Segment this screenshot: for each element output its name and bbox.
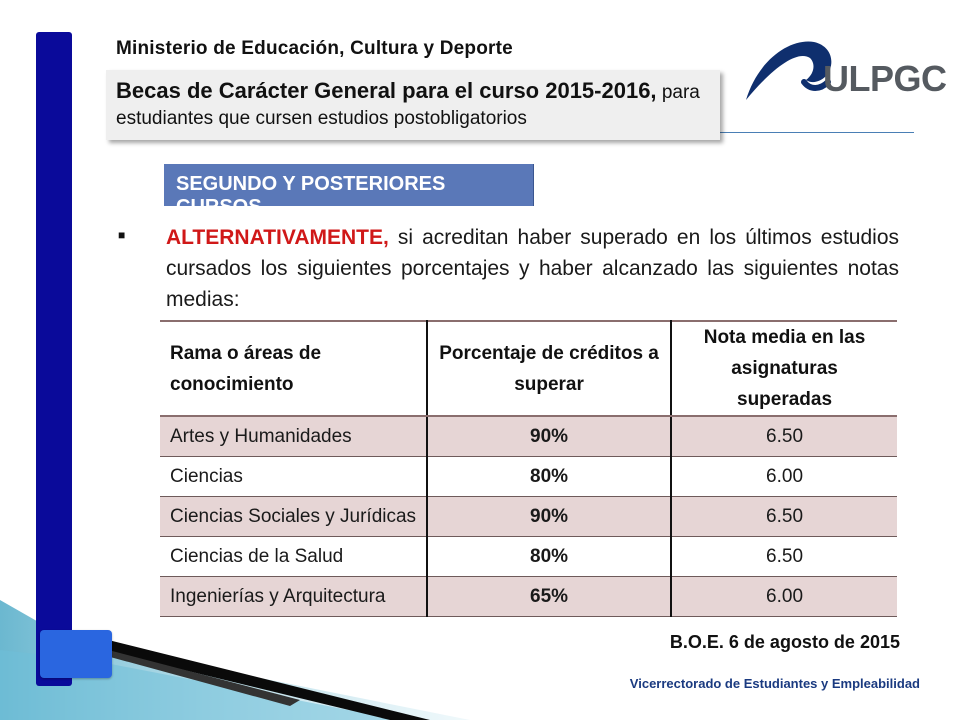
ministry-heading: Ministerio de Educación, Cultura y Deporte xyxy=(116,38,513,59)
cell-rama: Artes y Humanidades xyxy=(160,416,427,457)
slide-title: Becas de Carácter General para el curso 2015-2016, xyxy=(116,78,657,103)
table-row xyxy=(160,416,897,457)
cell-nota: 6.50 xyxy=(671,537,897,577)
paragraph-text: si acreditan haber superado en los últimos estudios cursados los siguientes porcentajes y haber alcanzado las siguientes notas medias: xyxy=(166,226,899,311)
body-paragraph xyxy=(166,222,899,315)
cell-nota: 6.50 xyxy=(671,497,897,537)
sidebar-accent-bar xyxy=(36,32,72,686)
cell-rama: Ciencias de la Salud xyxy=(160,537,427,577)
cell-nota: 6.00 xyxy=(671,577,897,617)
header-porcentaje: Porcentaje de créditos a superar xyxy=(427,321,671,416)
cell-porcentaje: 65% xyxy=(427,577,671,617)
cell-porcentaje: 90% xyxy=(427,416,671,457)
accent-square xyxy=(40,630,112,678)
footer-department: Vicerrectorado de Estudiantes y Empleabilidad xyxy=(629,676,920,691)
table-row xyxy=(160,457,897,497)
cell-rama: Ingenierías y Arquitectura xyxy=(160,577,427,617)
cell-rama: Ciencias xyxy=(160,457,427,497)
cell-nota: 6.00 xyxy=(671,457,897,497)
slide-subtitle: para estudiantes que cursen estudios postobligatorios xyxy=(116,82,700,129)
cell-nota: 6.50 xyxy=(671,416,897,457)
slide-title-box xyxy=(106,70,720,140)
table-row xyxy=(160,497,897,537)
ulpgc-logo-text: ULPGC xyxy=(823,58,947,99)
header-nota-media: Nota media en las asignaturas superadas xyxy=(671,321,897,416)
table-header-row xyxy=(160,321,897,416)
cell-rama: Ciencias Sociales y Jurídicas xyxy=(160,497,427,537)
table-row xyxy=(160,577,897,617)
header-divider xyxy=(720,132,914,133)
section-tag: SEGUNDO Y POSTERIORES CURSOS xyxy=(164,164,534,206)
requirements-table xyxy=(160,320,897,617)
bullet-marker: ■ xyxy=(118,228,126,242)
header-rama: Rama o áreas de conocimiento xyxy=(160,321,427,416)
cell-porcentaje: 90% xyxy=(427,497,671,537)
cell-porcentaje: 80% xyxy=(427,457,671,497)
cell-porcentaje: 80% xyxy=(427,537,671,577)
source-citation: B.O.E. 6 de agosto de 2015 xyxy=(669,632,900,652)
table-row xyxy=(160,537,897,577)
paragraph-lead: ALTERNATIVAMENTE, xyxy=(166,226,389,249)
